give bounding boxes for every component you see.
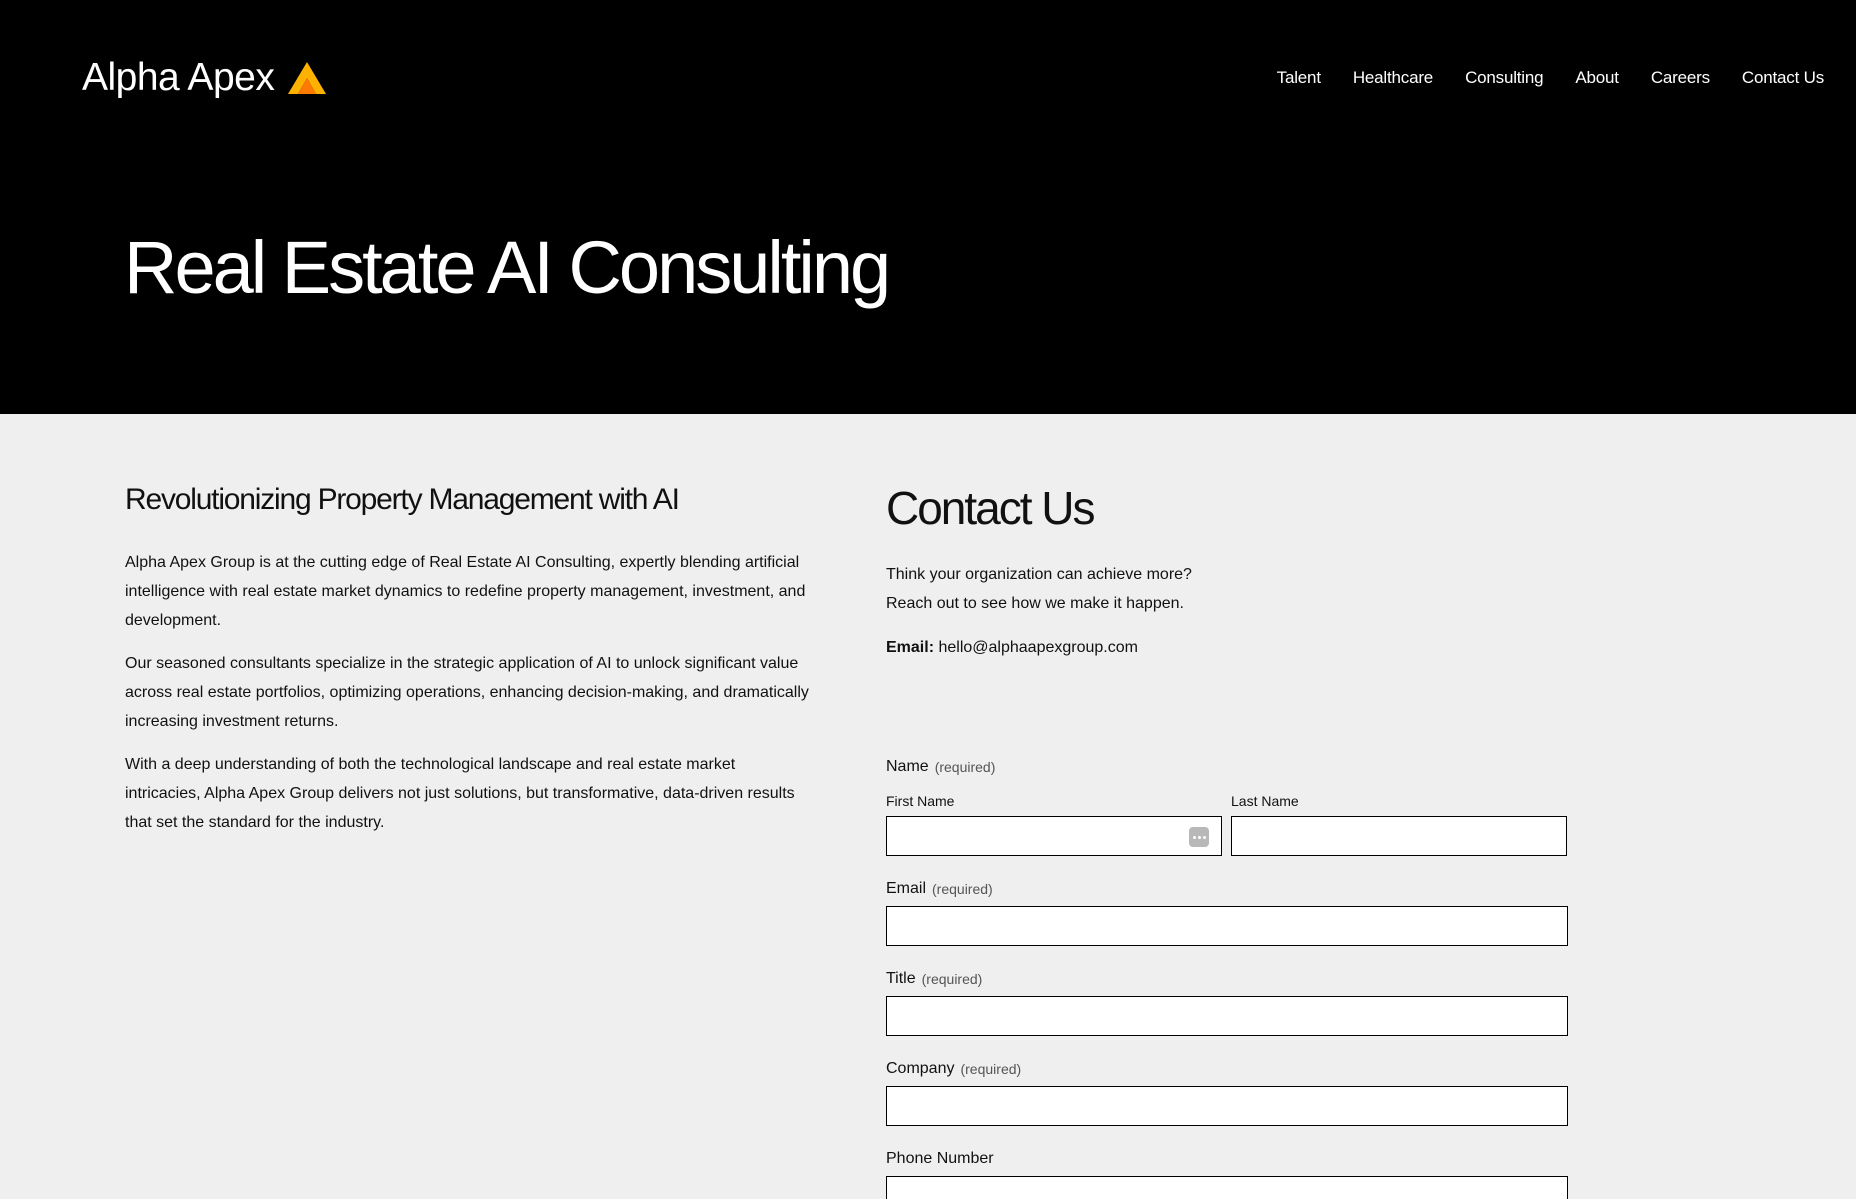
contact-email [886, 633, 1566, 662]
title-label: Title [886, 970, 916, 987]
section-heading: Revolutionizing Property Management with AI [125, 483, 679, 516]
company-group [886, 1056, 1568, 1126]
contact-intro-line-2: Reach out to see how we make it happen. [886, 595, 1184, 612]
phone-group [886, 1146, 1568, 1199]
paragraph-2: Our seasoned consultants specialize in the strategic application of AI to unlock significant value across real estate portfolios, optimizing operations, enhancing decision-making, and dramatically increasing investment returns. [125, 655, 809, 730]
main-content [0, 414, 1856, 1199]
paragraph-3: With a deep understanding of both the technological landscape and real estate market intricacies, Alpha Apex Group delivers not just solutions, but transformative, data-driven results that set the standard for the industry. [125, 756, 795, 831]
email-label: Email [886, 880, 927, 897]
main-nav [1245, 68, 1824, 88]
last-name-label: Last Name [1231, 793, 1299, 809]
apex-logo-icon [286, 60, 328, 96]
nav-consulting[interactable]: Consulting [1465, 68, 1544, 87]
title-required: (required) [921, 971, 983, 987]
contact-email-value[interactable]: hello@alphaapexgroup.com [938, 639, 1138, 656]
contact-form [886, 754, 1568, 1199]
logo-text: Alpha Apex [82, 56, 275, 99]
contact-intro-line-1: Think your organization can achieve more? [886, 566, 1192, 583]
contact-intro [886, 560, 1566, 618]
phone-label: Phone Number [886, 1150, 994, 1167]
company-label: Company [886, 1060, 955, 1077]
contact-email-label: Email: [886, 639, 935, 656]
nav-talent[interactable]: Talent [1276, 68, 1321, 87]
contact-section [886, 480, 1566, 662]
company-required: (required) [960, 1061, 1022, 1077]
page-title: Real Estate AI Consulting [124, 226, 889, 309]
paragraph-1: Alpha Apex Group is at the cutting edge of Real Estate AI Consulting, expertly blending artificial intelligence with real estate market dynamics to redefine property management, investment, and development. [125, 554, 806, 629]
phone-field[interactable] [886, 1176, 1568, 1199]
email-group [886, 876, 1568, 946]
first-name-field[interactable] [886, 816, 1222, 856]
name-required: (required) [934, 759, 996, 775]
title-group [886, 966, 1568, 1036]
title-field[interactable] [886, 996, 1568, 1036]
first-name-label: First Name [886, 793, 955, 809]
nav-healthcare[interactable]: Healthcare [1352, 68, 1434, 87]
nav-contact-us[interactable]: Contact Us [1741, 68, 1824, 87]
nav-careers[interactable]: Careers [1650, 68, 1710, 87]
name-label: Name [886, 758, 929, 775]
logo[interactable] [82, 56, 328, 100]
intro-section [125, 480, 815, 851]
nav-about[interactable]: About [1575, 68, 1619, 87]
name-group [886, 754, 1568, 856]
contact-heading: Contact Us [886, 482, 1094, 534]
company-field[interactable] [886, 1086, 1568, 1126]
hero-header [0, 0, 1856, 414]
email-field[interactable] [886, 906, 1568, 946]
last-name-field[interactable] [1231, 816, 1567, 856]
autofill-more-icon[interactable] [1189, 827, 1209, 847]
email-required: (required) [932, 881, 993, 897]
